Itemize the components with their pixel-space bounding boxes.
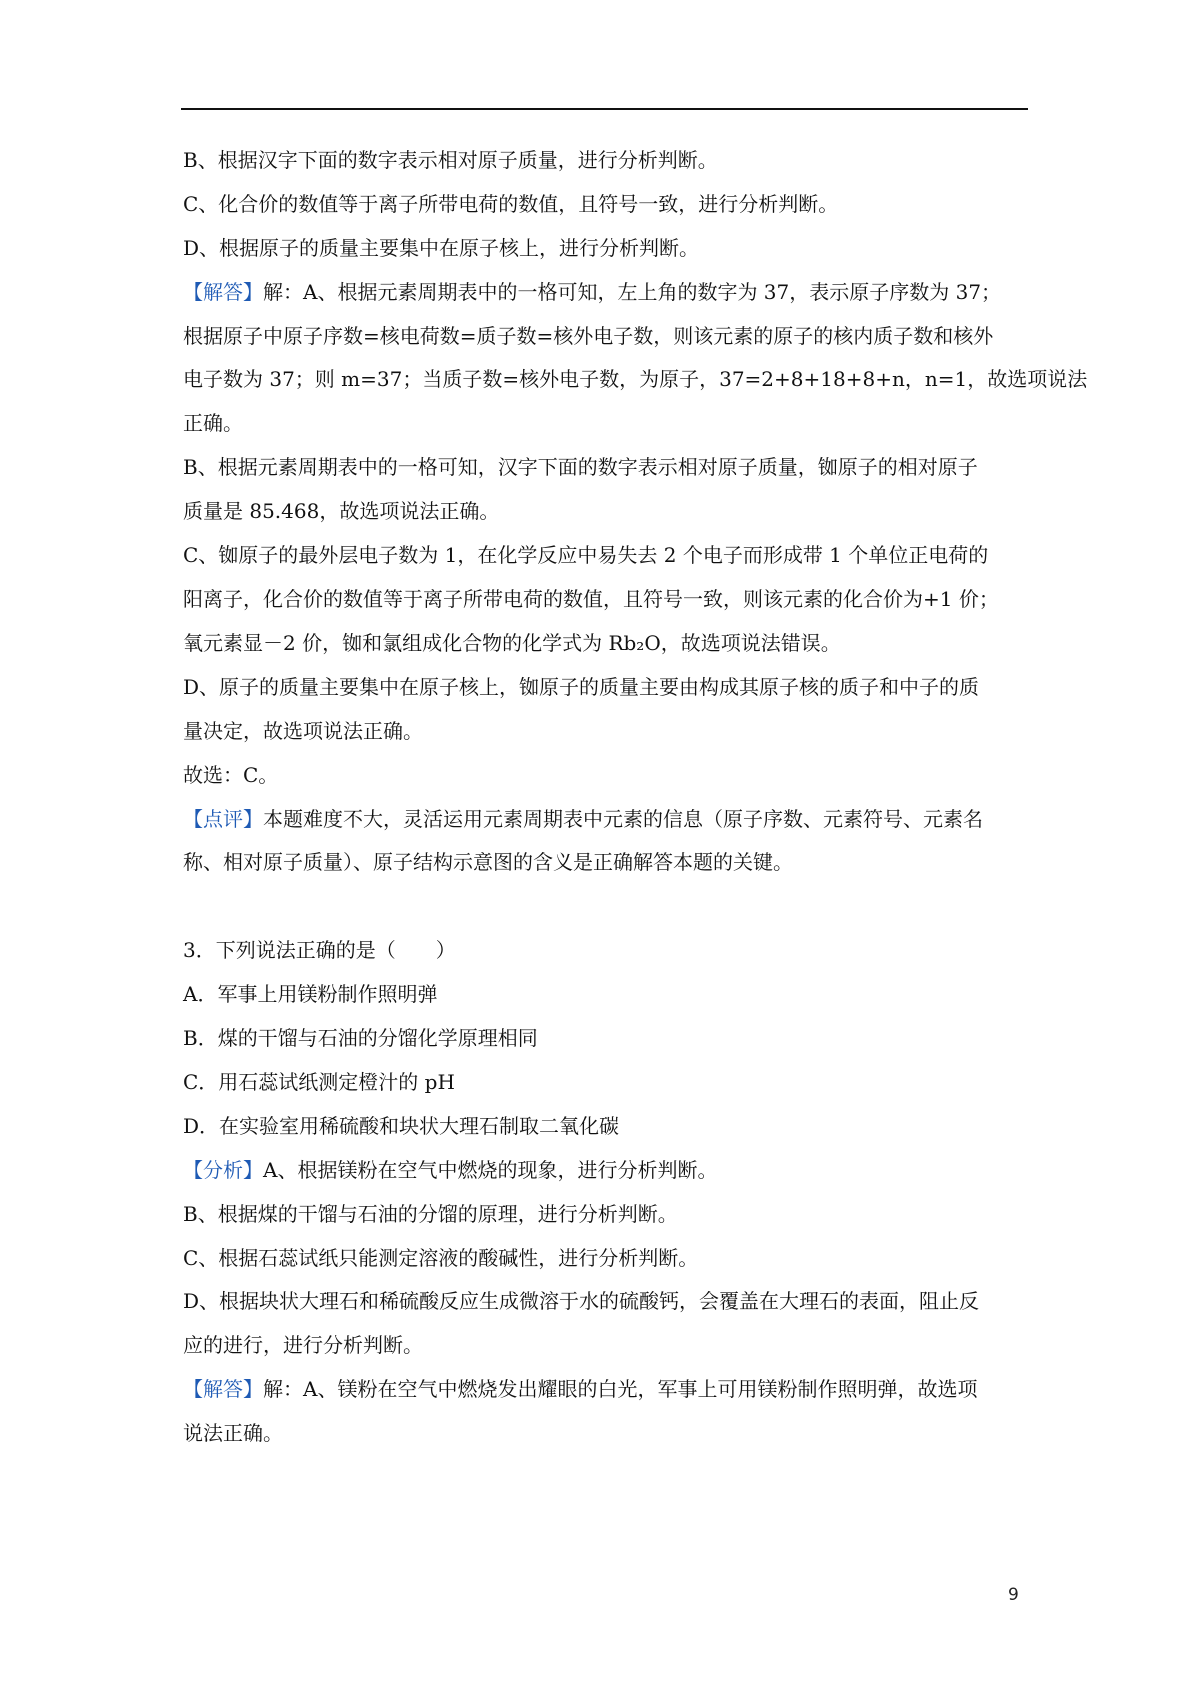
- text-line: [183, 938, 456, 962]
- line-text: D、根据块状大理石和稀硫酸反应生成微溶于水的硫酸钙，会覆盖在大理石的表面，阻止反: [183, 1289, 980, 1314]
- line-text: B、根据煤的干馏与石油的分馏的原理，进行分析判断。: [183, 1201, 678, 1226]
- line-text: 称、相对原子质量）、原子结构示意图的含义是正确解答本题的关键。: [183, 850, 793, 875]
- text-line: [183, 763, 278, 787]
- line-text: B、根据元素周期表中的一格可知，汉字下面的数字表示相对原子质量，铷原子的相对原子: [183, 455, 978, 480]
- line-text: A、根据镁粉在空气中燃烧的现象，进行分析判断。: [263, 1157, 718, 1182]
- line-text: 氧元素显－2 价，铷和氯组成化合物的化学式为 Rb₂O，故选项说法错误。: [183, 630, 841, 655]
- text-line: [183, 675, 979, 699]
- section-tag: 【解答】: [183, 279, 263, 304]
- line-text: 质量是 85.468，故选项说法正确。: [183, 499, 500, 524]
- text-line: [183, 807, 983, 831]
- line-text: D、根据原子的质量主要集中在原子核上，进行分析判断。: [183, 235, 700, 260]
- text-line: [183, 1421, 283, 1445]
- text-line: [183, 631, 841, 655]
- line-text: 3．下列说法正确的是（ ）: [183, 938, 456, 963]
- text-line: [183, 148, 718, 172]
- line-text: C、铷原子的最外层电子数为 1，在化学反应中易失去 2 个电子而形成带 1 个单位正电荷的: [183, 543, 989, 568]
- line-text: 故选：C。: [183, 762, 279, 787]
- text-line: [183, 543, 988, 567]
- text-line: [183, 1333, 423, 1357]
- text-line: [183, 455, 978, 479]
- line-text: 说法正确。: [183, 1421, 283, 1446]
- text-line: [183, 982, 437, 1006]
- line-text: B．煤的干馏与石油的分馏化学原理相同: [183, 1026, 538, 1050]
- line-text: A．军事上用镁粉制作照明弹: [183, 982, 438, 1007]
- line-text: 解：A、镁粉在空气中燃烧发出耀眼的白光，军事上可用镁粉制作照明弹，故选项: [263, 1377, 978, 1402]
- text-line: [183, 367, 1087, 391]
- text-line: [183, 1026, 538, 1050]
- text-line: [183, 1114, 619, 1138]
- line-text: C、化合价的数值等于离子所带电荷的数值，且符号一致，进行分析判断。: [183, 191, 839, 216]
- text-line: [183, 719, 423, 743]
- line-text: D、原子的质量主要集中在原子核上，铷原子的质量主要由构成其原子核的质子和中子的质: [183, 674, 980, 699]
- line-text: B、根据汉字下面的数字表示相对原子质量，进行分析判断。: [183, 148, 718, 172]
- text-line: [183, 850, 793, 874]
- line-text: 电子数为 37；则 m=37；当质子数=核外电子数，为原子，37=2+8+18+8+n，n=1，故选项说法: [183, 367, 1088, 392]
- section-tag: 【解答】: [183, 1377, 263, 1402]
- text-line: [183, 236, 699, 260]
- text-line: [183, 192, 838, 216]
- section-tag: 【分析】: [183, 1157, 263, 1182]
- text-line: [183, 499, 499, 523]
- line-text: 本题难度不大，灵活运用元素周期表中元素的信息（原子序数、元素符号、元素名: [263, 806, 983, 831]
- text-line: [183, 1202, 678, 1226]
- text-line: [183, 1070, 455, 1094]
- header-rule: [181, 108, 1028, 110]
- text-line: [183, 324, 993, 348]
- text-line: [183, 411, 243, 435]
- line-text: 量决定，故选项说法正确。: [183, 718, 423, 743]
- text-line: [183, 587, 999, 611]
- line-text: D．在实验室用稀硫酸和块状大理石制取二氧化碳: [183, 1113, 620, 1138]
- line-text: 应的进行，进行分析判断。: [183, 1333, 423, 1358]
- line-text: C、根据石蕊试纸只能测定溶液的酸碱性，进行分析判断。: [183, 1245, 699, 1270]
- line-text: 根据原子中原子序数=核电荷数=质子数=核外电子数，则该元素的原子的核内质子数和核外: [183, 323, 994, 348]
- text-line: [183, 1158, 717, 1182]
- line-text: 解：A、根据元素周期表中的一格可知，左上角的数字为 37，表示原子序数为 37；: [263, 279, 1002, 304]
- section-tag: 【点评】: [183, 806, 263, 831]
- line-text: C．用石蕊试纸测定橙汁的 pH: [183, 1069, 455, 1094]
- page-number: 9: [1008, 1585, 1019, 1605]
- text-line: [183, 280, 1001, 304]
- text-line: [183, 1377, 977, 1401]
- line-text: 正确。: [183, 411, 243, 436]
- line-text: 阳离子，化合价的数值等于离子所带电荷的数值，且符号一致，则该元素的化合价为+1 价；: [183, 586, 999, 611]
- text-line: [183, 1246, 698, 1270]
- text-line: [183, 1289, 979, 1313]
